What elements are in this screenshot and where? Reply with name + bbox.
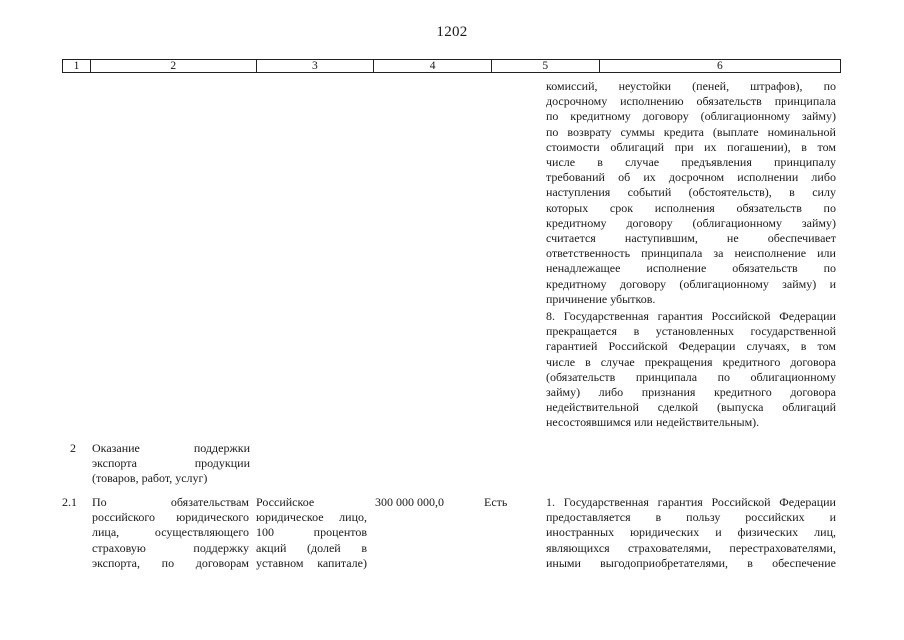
word: кредитного [722, 354, 781, 369]
word: облигаций [610, 139, 665, 154]
word: принципала [774, 94, 836, 109]
row-2-1-terms-lines [546, 495, 836, 571]
word: (обстоятельств), [688, 185, 772, 200]
word: 100 [256, 525, 274, 540]
word: займу) [546, 385, 581, 400]
word: силу [812, 185, 836, 200]
word: страховую [92, 540, 146, 555]
word: (облигационному [692, 215, 783, 230]
word: и [829, 510, 836, 525]
row-2-1-amount: 300 000 000,0 [375, 495, 444, 509]
word: в [747, 555, 753, 570]
row-2-name-lines [92, 441, 250, 471]
text-line [256, 556, 367, 571]
word: в [361, 540, 367, 555]
word: кредитному [546, 276, 607, 291]
word: в [789, 185, 795, 200]
word: установленных [655, 324, 734, 339]
word: обеспечивает [767, 231, 836, 246]
word: кредитному [570, 109, 631, 124]
text-line [92, 510, 249, 525]
word: 1. [546, 495, 555, 509]
word: предъявления [681, 155, 752, 170]
word: (облигационному [679, 276, 769, 291]
word: исполнению [620, 94, 684, 109]
text-line [92, 495, 249, 510]
word: стоимости [546, 139, 600, 154]
word: иными [546, 555, 581, 570]
word: случае [600, 354, 635, 369]
row-2-1-number: 2.1 [62, 495, 77, 509]
word: исполнение [646, 261, 707, 276]
word: российского [92, 510, 155, 525]
word: лиц, [814, 525, 836, 540]
text-line [546, 385, 836, 400]
word: досрочному [546, 94, 608, 109]
word: или [817, 246, 836, 261]
word: договору [626, 215, 673, 230]
word: и [829, 276, 836, 291]
row-2-1-recourse-flag: Есть [484, 495, 508, 509]
row-2-1-description [92, 495, 249, 571]
word: лицо, [339, 510, 367, 525]
word: обязательствам [170, 495, 249, 509]
word: договора [790, 385, 836, 400]
word: наступившим, [624, 231, 698, 246]
word: договорам [195, 555, 249, 570]
header-col-6: 6 [716, 60, 723, 72]
text-line [546, 525, 836, 540]
word: гарантией [546, 339, 598, 354]
word: акций [256, 540, 287, 555]
text-line [546, 556, 836, 571]
word: капитале) [317, 555, 367, 570]
word: поддержку [193, 540, 249, 555]
word: и [715, 525, 722, 540]
word: принципала [641, 246, 703, 261]
word: кредита [663, 124, 704, 139]
word: Государственная [563, 495, 649, 509]
word: которых [546, 200, 589, 215]
word: принципала [635, 369, 698, 384]
text-line [546, 400, 836, 415]
word: ненадлежащее [546, 261, 621, 276]
word: по [823, 79, 836, 93]
continuation-paragraph [546, 79, 836, 307]
word: возврату [567, 124, 612, 139]
word: обязательств [696, 94, 762, 109]
page-number: 1202 [436, 24, 468, 40]
word: пользу [686, 510, 721, 525]
word: продукции [194, 456, 250, 471]
word: в [597, 155, 603, 170]
word: наступления [546, 185, 611, 200]
word: в [655, 510, 662, 525]
text-line [92, 541, 249, 556]
text-line [92, 525, 249, 540]
word: случаях, [746, 339, 790, 354]
word: штрафов), [750, 79, 803, 93]
header-col-2: 2 [91, 60, 257, 72]
word: гарантия [657, 495, 703, 509]
word: предоставляется [546, 510, 631, 525]
header-col-1: 1 [63, 60, 91, 72]
text-line [546, 109, 836, 124]
word: (облигационному [700, 109, 791, 124]
row-2-number: 2 [70, 441, 76, 455]
word: сделкой [657, 400, 699, 415]
row-2-1-principal [256, 495, 367, 571]
word: числе [546, 354, 576, 369]
word: либо [598, 385, 624, 400]
paragraph-8-last-line: несостоявшимся или недействительным). [546, 415, 760, 430]
word: их [704, 139, 717, 154]
word: событий [627, 185, 672, 200]
word: 8. [546, 309, 555, 323]
text-line [256, 495, 367, 510]
word: в [801, 139, 807, 154]
word: обеспечение [772, 555, 836, 570]
word: срок [609, 200, 634, 215]
word: в [800, 339, 807, 354]
word: Российской [608, 339, 668, 354]
word: требований [546, 170, 605, 185]
word: гарантия [657, 309, 703, 323]
word: суммы [620, 124, 655, 139]
word: облигаций [782, 400, 836, 415]
text-line [546, 170, 836, 185]
row-2-name-last-line: (товаров, работ, услуг) [92, 471, 208, 486]
word: ответственность [546, 246, 631, 261]
word: Оказание [92, 441, 140, 455]
word: договору [642, 109, 689, 124]
word: (выпуска [717, 400, 764, 415]
word: их [643, 170, 656, 185]
row-2-name [92, 441, 250, 487]
word: Государственная [563, 309, 649, 323]
word: государственной [750, 324, 836, 339]
text-line [546, 125, 836, 140]
text-line [546, 216, 836, 231]
continuation-lines [546, 79, 836, 292]
word: уставном [256, 555, 304, 570]
word: кредитному [546, 215, 607, 230]
word: прекращается [546, 324, 618, 339]
text-line [546, 155, 836, 170]
text-line [546, 495, 836, 510]
header-col-3: 3 [257, 60, 375, 72]
word: страхователями, [627, 540, 712, 555]
word: досрочном [668, 170, 725, 185]
word: в [585, 354, 591, 369]
word: являющихся [546, 540, 610, 555]
text-line [546, 309, 836, 324]
word: Федерации [678, 339, 736, 354]
header-col-4: 4 [374, 60, 492, 72]
word: либо [811, 170, 836, 185]
text-line [256, 541, 367, 556]
word: признания [641, 385, 696, 400]
word: иностранных [546, 525, 615, 540]
text-line [546, 355, 836, 370]
text-line [546, 201, 836, 216]
word: об [618, 170, 631, 185]
word: экспорта, [92, 555, 140, 570]
word: номинальной [767, 124, 836, 139]
word: выгодоприобретателями, [600, 555, 729, 570]
word: Федерации [779, 495, 836, 509]
word: исполнении [737, 170, 799, 185]
word: прекращения [644, 354, 713, 369]
row-2-1-terms [546, 495, 836, 571]
word: принципалу [774, 155, 836, 170]
text-line [546, 246, 836, 261]
word: обязательств [732, 261, 798, 276]
row-2-1-description-lines [92, 495, 249, 571]
word: перестрахователями, [729, 540, 836, 555]
word: российских [745, 510, 805, 525]
word: по [823, 200, 836, 215]
word: по [823, 261, 836, 276]
word: за [713, 246, 724, 261]
text-line [546, 510, 836, 525]
word: том [817, 139, 836, 154]
word: неустойки [618, 79, 672, 93]
word: экспорта [92, 456, 137, 471]
word: физических [737, 525, 799, 540]
text-line [92, 556, 249, 571]
word: неисполнение [734, 246, 807, 261]
word: займу) [782, 276, 817, 291]
text-line [92, 456, 250, 471]
word: юридических [630, 525, 700, 540]
paragraph-8 [546, 309, 836, 431]
row-2-1-principal-lines [256, 495, 367, 571]
word: в [633, 324, 640, 339]
text-line [546, 94, 836, 109]
text-line [546, 185, 836, 200]
word: при [674, 139, 694, 154]
word: случае [625, 155, 660, 170]
word: лица, [92, 525, 120, 540]
word: Российское [256, 495, 315, 509]
text-line [546, 541, 836, 556]
word: по [161, 555, 175, 570]
word: осуществляющего [154, 525, 249, 540]
text-line [546, 370, 836, 385]
header-col-5: 5 [492, 60, 600, 72]
word: недействительной [546, 400, 639, 415]
word: по [546, 124, 559, 139]
word: юридического [176, 510, 249, 525]
paragraph-8-lines [546, 309, 836, 415]
word: облигационному [750, 369, 836, 384]
text-line [546, 324, 836, 339]
word: юридическое [256, 510, 324, 525]
text-line [546, 231, 836, 246]
word: по [717, 369, 730, 384]
word: кредитного [713, 385, 772, 400]
table-header-row [62, 59, 841, 73]
word: считается [546, 231, 596, 246]
word: не [726, 231, 739, 246]
text-line [546, 79, 836, 94]
word: договору [619, 276, 667, 291]
word: займу) [801, 215, 836, 230]
word: Федерации [779, 309, 836, 323]
word: обязательств [736, 200, 802, 215]
word: по [546, 109, 559, 124]
word: Российской [711, 495, 771, 509]
text-line [256, 525, 367, 540]
word: (долей [307, 540, 341, 555]
text-line [546, 261, 836, 276]
text-line [546, 277, 836, 292]
text-line [256, 510, 367, 525]
word: (обязательств [546, 369, 616, 384]
word: исполнения [654, 200, 715, 215]
word: (пеней, [692, 79, 730, 93]
word: погашении), [727, 139, 791, 154]
word: том [817, 339, 836, 354]
continuation-last-line: причинение убытков. [546, 291, 656, 306]
word: займу) [801, 109, 836, 124]
word: договора [790, 354, 836, 369]
word: процентов [313, 525, 367, 540]
word: По [92, 495, 107, 509]
word: (выплате [712, 124, 759, 139]
word: поддержки [193, 441, 250, 455]
word: числе [546, 155, 576, 170]
text-line [546, 140, 836, 155]
word: Российской [711, 309, 771, 323]
word: комиссий, [546, 79, 598, 93]
text-line [92, 441, 250, 456]
text-line [546, 339, 836, 354]
